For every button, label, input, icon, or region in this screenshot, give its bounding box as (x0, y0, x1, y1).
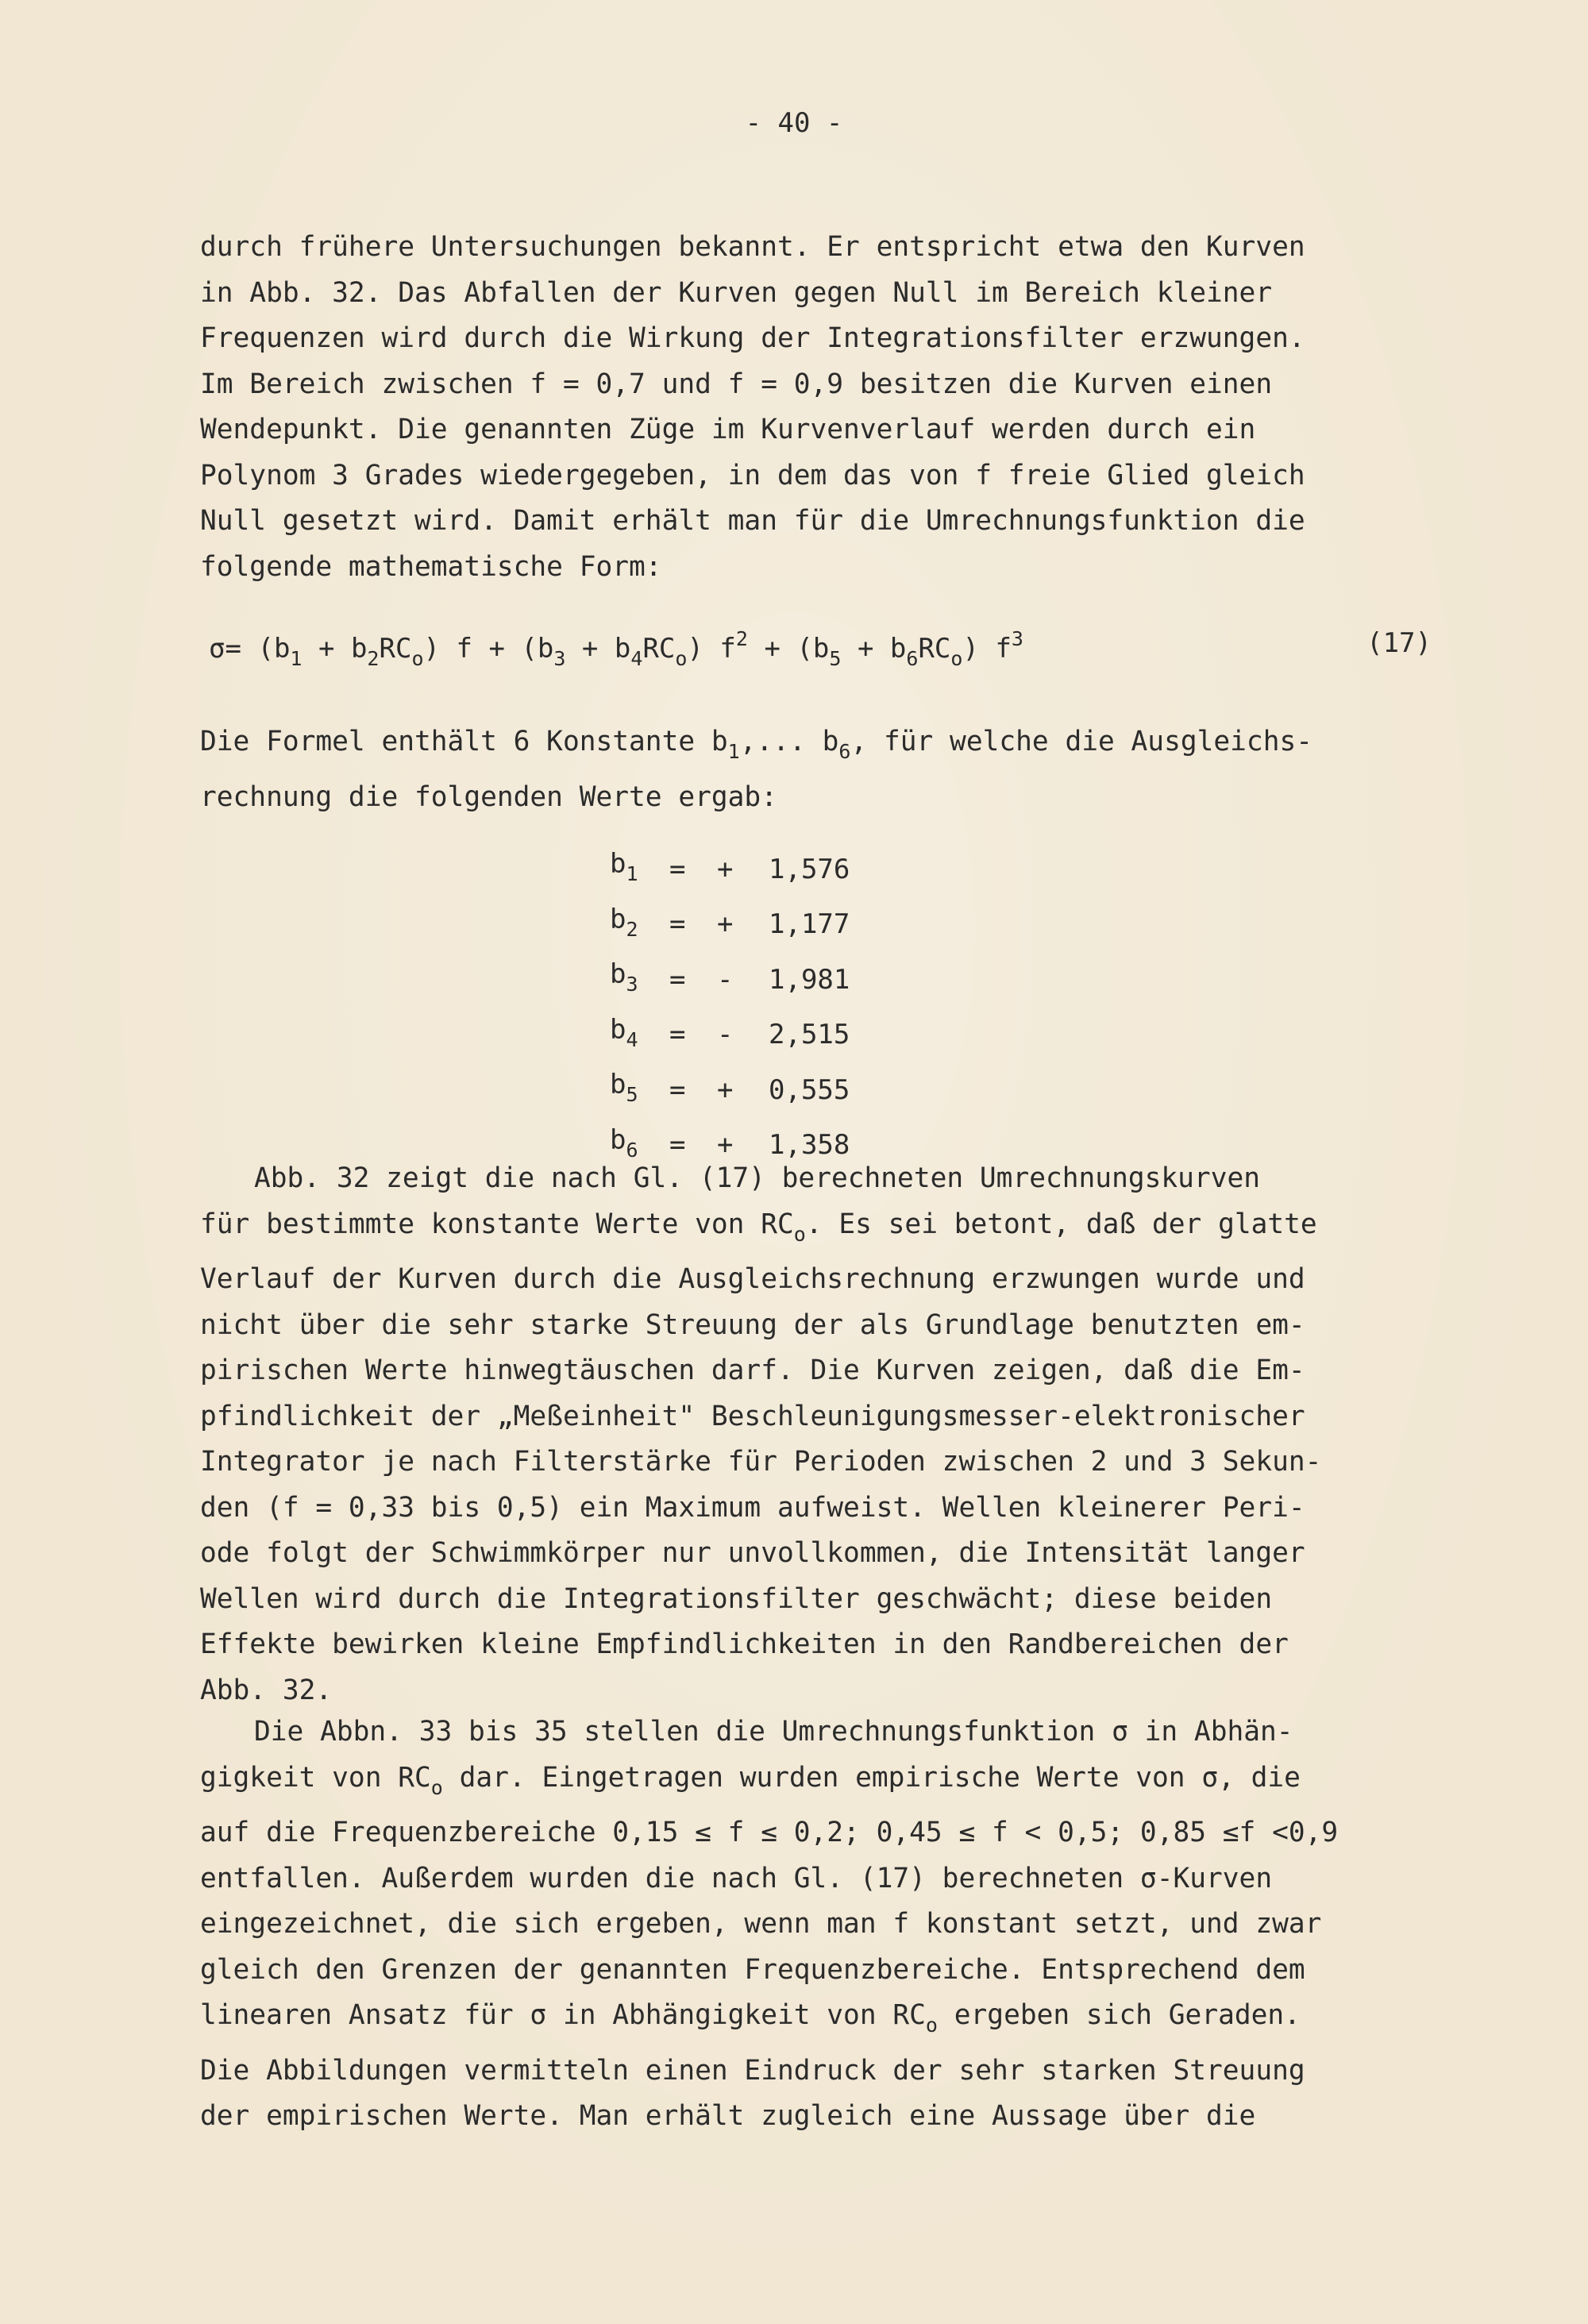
text-line: Die Abbildungen vermitteln einen Eindruck der sehr starken Streuung (200, 2054, 1305, 2087)
paragraph-2 (200, 719, 1463, 820)
text-line: folgende mathematische Form: (200, 550, 662, 583)
coefficient-row: $b_4$ = - 2,515 (610, 1013, 850, 1051)
coefficient-row: $b_2$ = + 1,177 (610, 903, 850, 941)
coefficient-table (610, 842, 850, 1173)
text-line: linearen Ansatz für σ in Abhängigkeit von $RC_o$ ergeben sich Geraden. (200, 1999, 1301, 2037)
text-line: gleich den Grenzen der genannten Frequenzbereiche. Entsprechend dem (200, 1953, 1305, 1986)
text-line: Wendepunkt. Die genannten Züge im Kurvenverlauf werden durch ein (200, 414, 1256, 445)
text-line: Verlauf der Kurven durch die Ausgleichsrechnung erzwungen wurde und (200, 1263, 1305, 1295)
text-line: gigkeit von $RC_o$ dar. Eingetragen wurden empirische Werte von σ, die (200, 1761, 1301, 1799)
text-line: Frequenzen wird durch die Wirkung der Integrationsfilter erzwungen. (200, 322, 1305, 354)
text-line: ode folgt der Schwimmkörper nur unvollkommen, die Intensität langer (200, 1537, 1305, 1569)
sigma-symbol: σ (209, 633, 225, 665)
text-line: für bestimmte konstante Werte von $RC_o$. Es sei betont, daß der glatte (200, 1208, 1317, 1246)
text-line: Wellen wird durch die Integrationsfilter geschwächt; diese beiden (200, 1582, 1273, 1615)
coefficient-row: $b_5$ = + 0,555 (610, 1069, 850, 1106)
text-line: durch frühere Untersuchungen bekannt. Er entspricht etwa den Kurven (200, 231, 1305, 263)
paragraph-3 (200, 1156, 1463, 1713)
equation-17: $\sigma= (b_1 + b_2RC_o) f + (b_3 + b_4RC_o) f^2 + (b_5 + b_6RC_o)$ $f^3$ (17) (209, 627, 1432, 670)
text-line: nicht über die sehr starke Streuung der als Grundlage benutzten em- (200, 1308, 1305, 1341)
text-line: Polynom 3 Grades wiedergegeben, in dem das von f freie Glied gleich (200, 459, 1305, 491)
coefficient-row: $b_3$ = - 1,981 (610, 958, 850, 996)
paragraph-4 (200, 1709, 1463, 2140)
text-line: Integrator je nach Filterstärke für Perioden zwischen 2 und 3 Sekun- (200, 1446, 1322, 1478)
text-line: den (f = 0,33 bis 0,5) ein Maximum aufweist. Wellen kleinerer Peri- (200, 1491, 1305, 1524)
text-line: Die Formel enthält 6 Konstante $b_1$,... $b_6$, für welche die Ausgleichs- (200, 726, 1313, 763)
text-line: entfallen. Außerdem wurden die nach Gl. (17) berechneten σ-Kurven (200, 1862, 1273, 1894)
text-line: Effekte bewirken kleine Empfindlichkeiten in den Randbereichen der (200, 1628, 1289, 1660)
text-line: rechnung die folgenden Werte ergab: (200, 780, 777, 813)
page-number: - 40 - (745, 107, 843, 139)
text-line: Null gesetzt wird. Damit erhält man für die Umrechnungsfunktion die (200, 505, 1305, 537)
text-line: Abb. 32 zeigt die nach Gl. (17) berechneten Umrechnungskurven (254, 1162, 1261, 1194)
equals-sign: = (225, 633, 241, 665)
equation-number: (17) (1366, 627, 1432, 659)
text-line: pfindlichkeit der „Meßeinheit" Beschleunigungsmesser-elektronischer (200, 1400, 1305, 1432)
text-line: auf die Frequenzbereiche 0,15 ≤ f ≤ 0,2; 0,45 ≤ f < 0,5; 0,85 ≤f <0,9 (200, 1817, 1339, 1848)
text-line: in Abb. 32. Das Abfallen der Kurven gegen Null im Bereich kleiner (200, 276, 1273, 309)
text-line: Die Abbn. 33 bis 35 stellen die Umrechnungsfunktion σ in Abhän- (254, 1716, 1293, 1748)
paragraph-1 (200, 225, 1463, 590)
text-line: eingezeichnet, die sich ergeben, wenn man f konstant setzt, und zwar (200, 1908, 1322, 1940)
coefficient-row: $b_6$ = + 1,358 (610, 1123, 850, 1162)
text-line: der empirischen Werte. Man erhält zugleich eine Aussage über die (200, 2100, 1256, 2132)
coefficient-row: $b_1$ = + 1,576 (610, 848, 850, 885)
text-line: Im Bereich zwischen f = 0,7 und f = 0,9 besitzen die Kurven einen (200, 368, 1273, 400)
text-line: Abb. 32. (200, 1674, 333, 1706)
text-line: pirischen Werte hinwegtäuschen darf. Die Kurven zeigen, daß die Em- (200, 1355, 1305, 1386)
